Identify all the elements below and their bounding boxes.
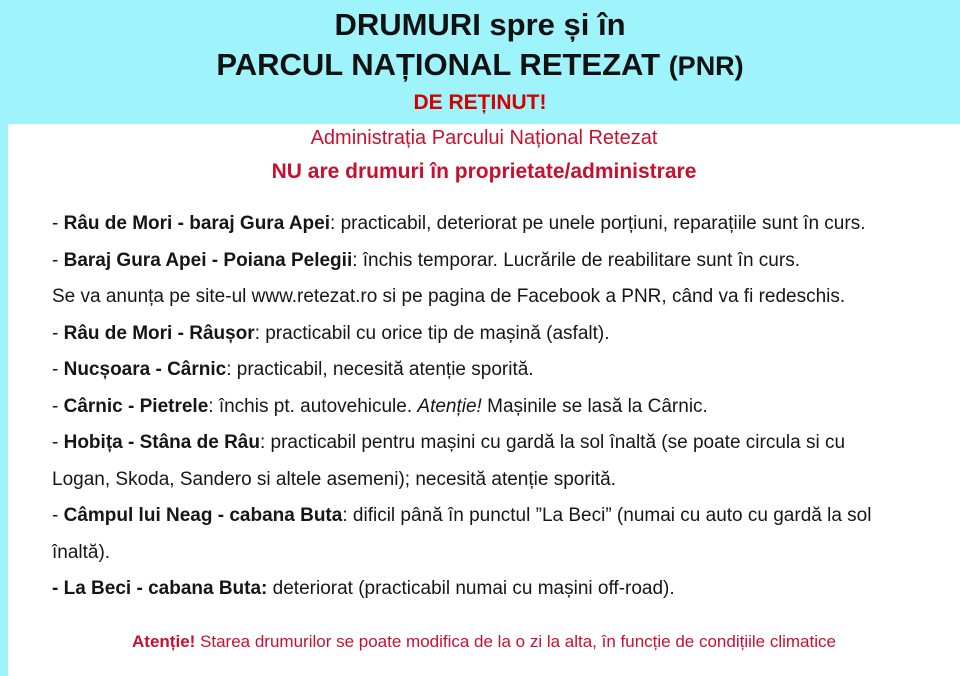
road-prefix: - [52,432,64,453]
road-warning-label: Atenție! [417,395,482,417]
road-item-campul-lui-neag-buta [52,498,932,535]
road-status-text: : practicabil cu orice tip de mașină (asfalt). [254,322,610,344]
footer-warning-text: Starea drumurilor se poate modifica de la o zi la alta, în funcție de condițiile climatice [195,632,836,651]
road-status-text: înaltă). [52,541,111,563]
content-panel [8,124,960,676]
page-title-abbreviation: (PNR) [668,51,744,81]
footer-warning [8,629,960,655]
road-status-text: : dificil până în punctul ”La Beci” (numai cu auto cu gardă la sol [342,505,872,526]
road-item-rau-de-mori-gura-apei [52,206,932,243]
road-item-hobita-stana-de-rau [52,425,932,462]
road-status-text: : închis pt. autovehicule. [208,395,418,417]
road-status-text: : închis temporar. Lucrările de reabilitare sunt în curs. [352,249,800,271]
road-item-nucsoara-carnic [52,352,932,389]
road-item-carnic-pietrele [52,389,932,426]
footer-warning-label: Atenție! [132,632,196,651]
road-prefix: - [52,359,64,380]
road-status-text: : practicabil pentru mașini cu gardă la sol înaltă (se poate circula si cu [259,432,846,453]
road-name: - La Beci - cabana Buta: [52,578,268,599]
road-item-announcement-note [52,279,932,316]
road-prefix: - [52,322,64,344]
notice-heading: DE REȚINUT! [413,91,547,114]
road-prefix: - [52,505,64,526]
road-status-list [52,206,932,608]
road-item-hobita-continuation [52,462,932,499]
road-prefix: - [52,395,64,417]
page-title-main: PARCUL NAȚIONAL RETEZAT [216,47,661,82]
road-prefix: - [52,213,64,234]
road-name: Râu de Mori - baraj Gura Apei [63,213,331,234]
page-title-line-2 [0,46,960,85]
road-name: Hobița - Stâna de Râu [63,432,260,453]
road-item-gura-apei-poiana-pelegii [52,243,932,280]
road-name: Câmpul lui Neag - cabana Buta [63,505,343,526]
road-status-text: deteriorat (practicabil numai cu mașini off-road). [267,578,675,599]
road-item-rau-de-mori-rausor [52,316,932,353]
administration-statement: Administrația Parcului Național Retezat [310,127,658,149]
road-status-text: : practicabil, deteriorat pe unele porțiuni, reparațiile sunt în curs. [330,213,866,234]
road-name: Nucșoara - Cârnic [63,359,227,380]
road-prefix: - [52,249,64,271]
road-status-text: : practicabil, necesită atenție sporită. [226,359,534,380]
page-title-line-1: DRUMURI spre și în [334,7,626,42]
road-item-la-beci-buta [52,571,932,608]
road-name: Baraj Gura Apei - Poiana Pelegii [63,249,353,271]
road-status-text: Se va anunța pe site-ul www.retezat.ro si pe pagina de Facebook a PNR, când va fi redeschis. [52,286,846,307]
road-status-text: Mașinile se lasă la Cârnic. [481,395,708,417]
administration-disclaimer: NU are drumuri în proprietate/administrare [271,160,697,183]
road-name: Cârnic - Pietrele [63,395,209,417]
road-item-campul-continuation [52,535,932,572]
road-status-text: Logan, Skoda, Sandero si altele asemeni); necesită atenție sporită. [52,468,617,490]
road-name: Râu de Mori - Râușor [63,322,255,344]
